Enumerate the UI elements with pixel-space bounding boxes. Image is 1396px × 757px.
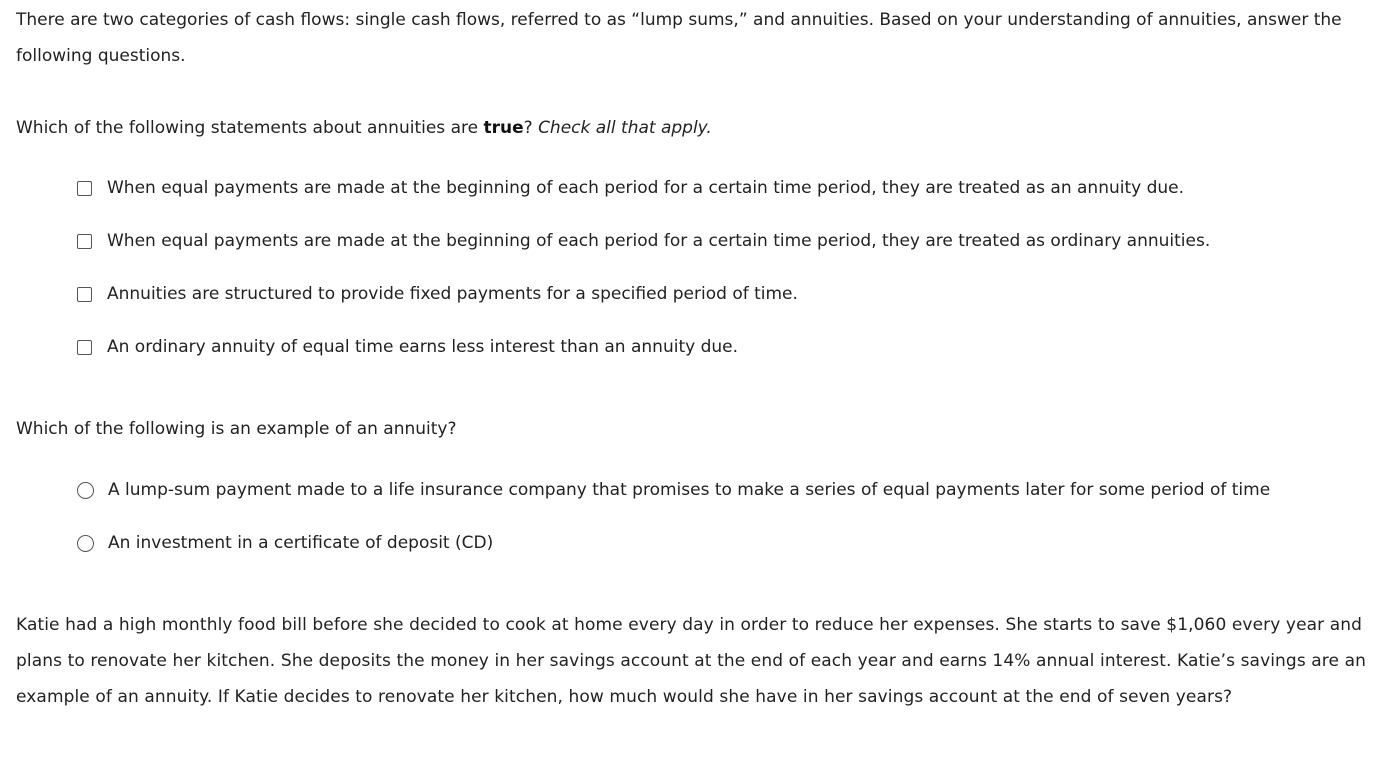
question-1-option-4[interactable] <box>77 335 738 359</box>
option-label: When equal payments are made at the beginning of each period for a certain time period, they are treated as ordinary annuities. <box>107 231 1211 251</box>
option-label: When equal payments are made at the beginning of each period for a certain time period, they are treated as an annuity due. <box>107 178 1185 198</box>
question-1-option-2[interactable] <box>77 229 1210 253</box>
question-1-prompt-start: Which of the following statements about annuities are <box>16 118 484 138</box>
option-label: An ordinary annuity of equal time earns less interest than an annuity due. <box>107 337 739 357</box>
checkbox-icon[interactable] <box>77 287 92 302</box>
question-2-option-2[interactable] <box>77 531 493 555</box>
question-1-prompt <box>16 110 1386 146</box>
checkbox-icon[interactable] <box>77 340 92 355</box>
question-2-option-1[interactable] <box>77 478 1270 502</box>
radio-icon[interactable] <box>77 535 94 552</box>
question-1-option-3[interactable] <box>77 282 798 306</box>
option-label: An investment in a certificate of deposit (CD) <box>108 533 494 553</box>
question-1-prompt-mid: ? <box>523 118 539 138</box>
intro-section <box>16 2 1386 74</box>
question-1-prompt-italic: Check all that apply. <box>538 118 712 138</box>
question-1-prompt-bold: true <box>483 118 524 138</box>
checkbox-icon[interactable] <box>77 181 92 196</box>
question-1-option-1[interactable] <box>77 176 1184 200</box>
checkbox-icon[interactable] <box>77 234 92 249</box>
option-label: A lump-sum payment made to a life insurance company that promises to make a series of equal payments later for some period of time <box>108 480 1271 500</box>
radio-icon[interactable] <box>77 482 94 499</box>
question-3-section <box>16 607 1386 715</box>
question-3-text: Katie had a high monthly food bill before she decided to cook at home every day in order to reduce her expenses. She starts to save $1,060 every year and plans to renovate her kitchen. She deposits the money in her savings account at the end of each year and earns 14% annual interest. Katie’s savings are an example of an annuity. If Katie decides to renovate her kitchen, how much would she have in her savings account at the end of seven years? <box>16 615 1366 707</box>
question-2-prompt: Which of the following is an example of an annuity? <box>16 419 457 439</box>
intro-text: There are two categories of cash flows: single cash flows, referred to as “lump sums,” and annuities. Based on your understanding of annuities, answer the following questions. <box>16 10 1342 66</box>
option-label: Annuities are structured to provide fixed payments for a specified period of time. <box>107 284 798 304</box>
